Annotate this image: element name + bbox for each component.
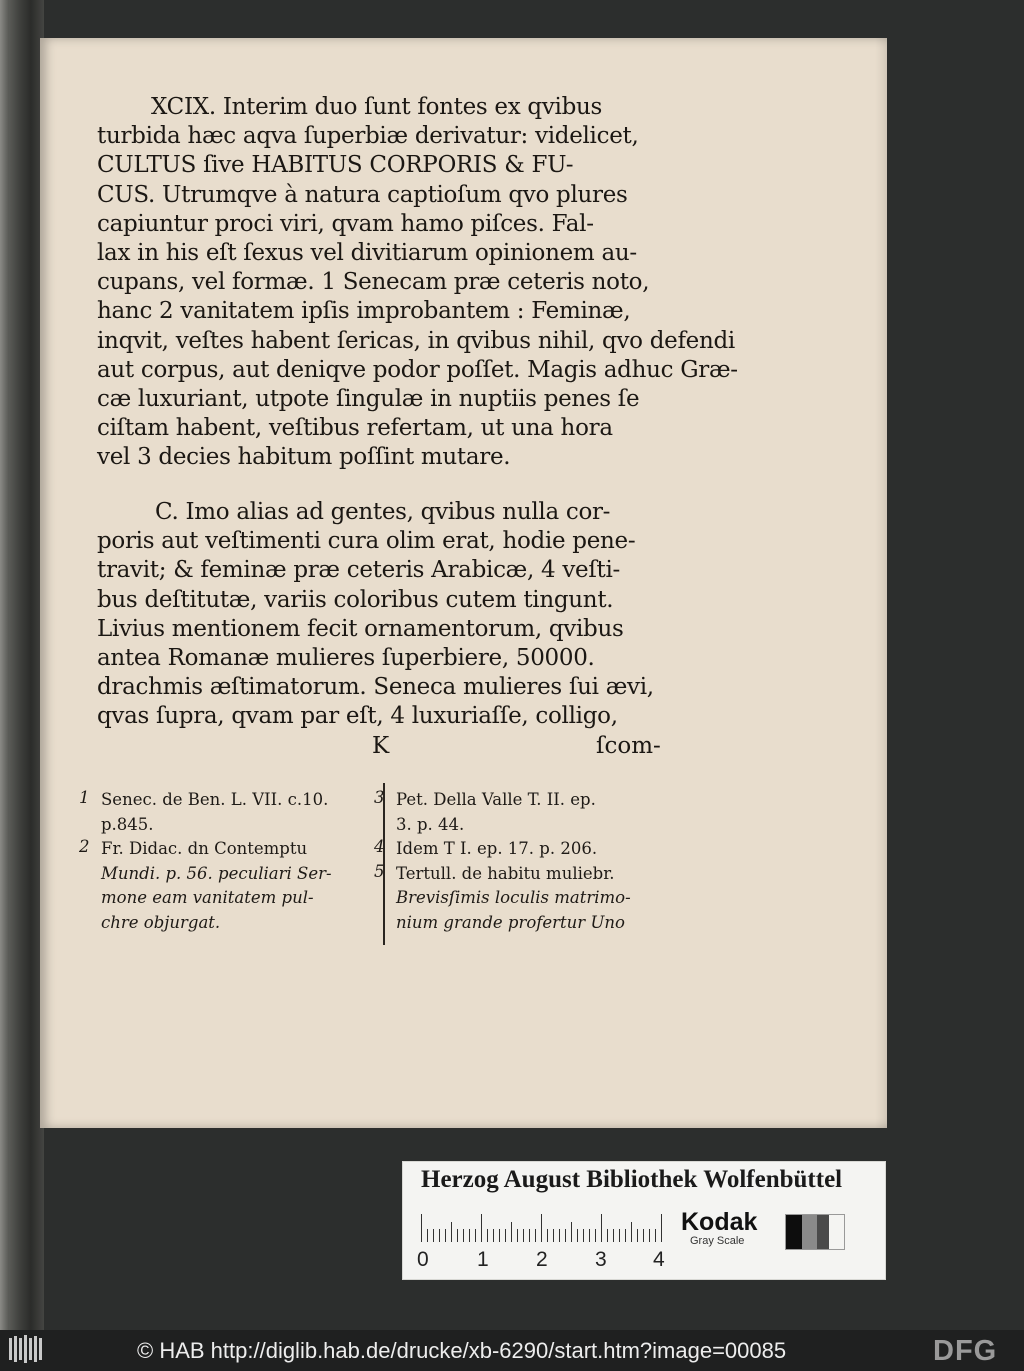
text-line: XCIX. Interim duo ſunt fontes ex qvibus: [151, 94, 603, 120]
text-line: antea Romanæ mulieres ſuperbiere, 50000.: [97, 645, 595, 671]
signature-mark: K: [372, 733, 390, 759]
ruler-tick: [535, 1229, 536, 1242]
footnote-line: Idem T I. ep. 17. p. 206.: [396, 839, 598, 858]
ruler-tick: [613, 1229, 614, 1242]
text-line: bus deſtitutæ, variis coloribus cutem tingunt.: [97, 586, 614, 613]
footnote-line: Pet. Della Valle T. II. ep.: [396, 790, 596, 809]
ruler-tick: [637, 1229, 638, 1242]
ruler-tick: [661, 1214, 662, 1242]
footnote-number: 1: [79, 788, 90, 807]
ruler-tick: [547, 1229, 548, 1242]
footnote-line: Fr. Didac. dn Contemptu: [101, 839, 308, 858]
scale-number: 2: [536, 1248, 548, 1271]
paragraph-c: [97, 497, 672, 767]
scale-number: 0: [417, 1248, 429, 1271]
gray-swatch: [786, 1215, 802, 1249]
text-line: drachmis æſtimatorum. Seneca mulieres ſui ævi,: [97, 674, 654, 701]
kodak-logo: Kodak: [681, 1208, 758, 1236]
source-url[interactable]: © HAB http://diglib.hab.de/drucke/xb-6290/start.htm?image=00085: [137, 1338, 787, 1363]
text-line: CUS. Utrumqve à natura captioſum qvo plures: [97, 181, 628, 208]
ruler-tick: [649, 1229, 650, 1242]
scale-number: 1: [477, 1248, 489, 1271]
ruler-tick: [631, 1222, 632, 1242]
scale-ruler: [421, 1212, 669, 1242]
ruler-tick: [511, 1222, 512, 1242]
ruler-tick: [571, 1222, 572, 1242]
text-line: inqvit, veſtes habent ſericas, in qvibus nihil, qvo defendi: [97, 327, 735, 354]
footnote-number: 4: [374, 837, 385, 856]
ruler-tick: [553, 1229, 554, 1242]
ruler-tick: [559, 1229, 560, 1242]
text-line: C. Imo alias ad gentes, qvibus nulla cor-: [155, 499, 611, 525]
text-line: Livius mentionem fecit ornamentorum, qvibus: [97, 615, 624, 642]
footnote-number: 5: [374, 861, 385, 881]
text-line: aut corpus, aut deniqve podor poſſet. Magis adhuc Græ-: [97, 356, 738, 383]
ruler-tick: [655, 1229, 656, 1242]
ruler-tick: [583, 1229, 584, 1242]
ruler-tick: [493, 1229, 494, 1242]
text-line: poris aut veſtimenti cura olim erat, hodie pene-: [97, 528, 636, 555]
text-line: CULTUS ſive HABITUS CORPORIS & FU-: [97, 152, 574, 179]
gray-scale-label: Gray Scale: [690, 1235, 745, 1247]
ruler-tick: [487, 1229, 488, 1242]
footnote-line: mone eam vanitatem pul-: [101, 888, 314, 907]
gray-swatch: [829, 1215, 844, 1249]
ruler-tick: [433, 1229, 434, 1242]
ruler-tick: [577, 1229, 578, 1242]
ruler-tick: [499, 1229, 500, 1242]
footnote-line: p.845.: [101, 814, 154, 834]
ruler-tick: [619, 1229, 620, 1242]
ruler-tick: [439, 1229, 440, 1242]
gray-swatch: [802, 1215, 817, 1249]
text-line: ciſtam habent, veſtibus refertam, ut una hora: [97, 415, 613, 442]
footnotes-left-column: [79, 788, 380, 948]
footnote-number: 2: [79, 837, 90, 856]
ruler-tick: [427, 1229, 428, 1242]
text-line: hanc 2 vanitatem ipſis improbantem : Feminæ,: [97, 298, 631, 325]
ruler-tick: [469, 1229, 470, 1242]
ruler-tick: [421, 1214, 422, 1242]
ruler-tick: [457, 1229, 458, 1242]
scale-number: 4: [653, 1248, 665, 1271]
text-line: capiuntur proci viri, qvam hamo piſces. Fal-: [97, 210, 594, 237]
dfg-logo: DFG: [933, 1335, 998, 1367]
footnote-line: Senec. de Ben. L. VII. c.10.: [101, 790, 329, 809]
ruler-tick: [589, 1229, 590, 1242]
library-color-card: [402, 1161, 886, 1280]
ruler-tick: [595, 1229, 596, 1242]
gray-scale-swatches: [785, 1214, 845, 1250]
book-binding: [0, 0, 44, 1330]
footnotes-right-column: [374, 788, 680, 948]
ruler-tick: [451, 1222, 452, 1242]
footnote-line: Tertull. de habitu muliebr.: [396, 863, 615, 883]
paragraph-xcix: [97, 92, 738, 472]
ruler-tick: [517, 1229, 518, 1242]
footnote-line: 3. p. 44.: [396, 814, 465, 834]
text-line: vel 3 decies habitum poſſint mutare.: [97, 444, 511, 471]
text-line: qvas ſupra, qvam par eſt, 4 luxuriaſſe, colligo,: [97, 703, 618, 730]
ruler-tick: [625, 1229, 626, 1242]
text-line: travit; & feminæ præ ceteris Arabicæ, 4 veſti-: [97, 557, 621, 584]
footnote-number: 3: [374, 788, 385, 807]
hab-logo-icon: [8, 1334, 44, 1364]
ruler-tick: [643, 1229, 644, 1242]
gray-swatch: [817, 1215, 830, 1249]
footnote-line: Brevisſimis loculis matrimo-: [396, 888, 631, 907]
text-line: lax in his eſt ſexus vel divitiarum opinionem au-: [97, 240, 637, 266]
ruler-tick: [607, 1229, 608, 1242]
text-line: turbida hæc aqva ſuperbiæ derivatur: videlicet,: [97, 123, 639, 150]
ruler-tick: [481, 1214, 482, 1242]
ruler-tick: [505, 1229, 506, 1242]
ruler-tick: [445, 1229, 446, 1242]
ruler-tick: [541, 1214, 542, 1242]
ruler-tick: [565, 1229, 566, 1242]
footnote-line: chre objurgat.: [101, 912, 221, 932]
ruler-tick: [475, 1229, 476, 1242]
ruler-tick: [601, 1214, 602, 1242]
text-line: cupans, vel formæ. 1 Senecam præ ceteris noto,: [97, 269, 650, 296]
catchword: ſcom-: [596, 733, 661, 759]
text-line: cæ luxuriant, utpote ſingulæ in nuptiis penes ſe: [97, 386, 640, 412]
ruler-tick: [529, 1229, 530, 1242]
footnote-line: nium grande profertur Uno: [396, 912, 625, 932]
ruler-tick: [463, 1229, 464, 1242]
ruler-tick: [523, 1229, 524, 1242]
library-name: Herzog August Bibliothek Wolfenbüttel: [421, 1166, 843, 1193]
footnote-line: Mundi. p. 56. peculiari Ser-: [101, 863, 332, 883]
scale-number: 3: [595, 1248, 607, 1271]
